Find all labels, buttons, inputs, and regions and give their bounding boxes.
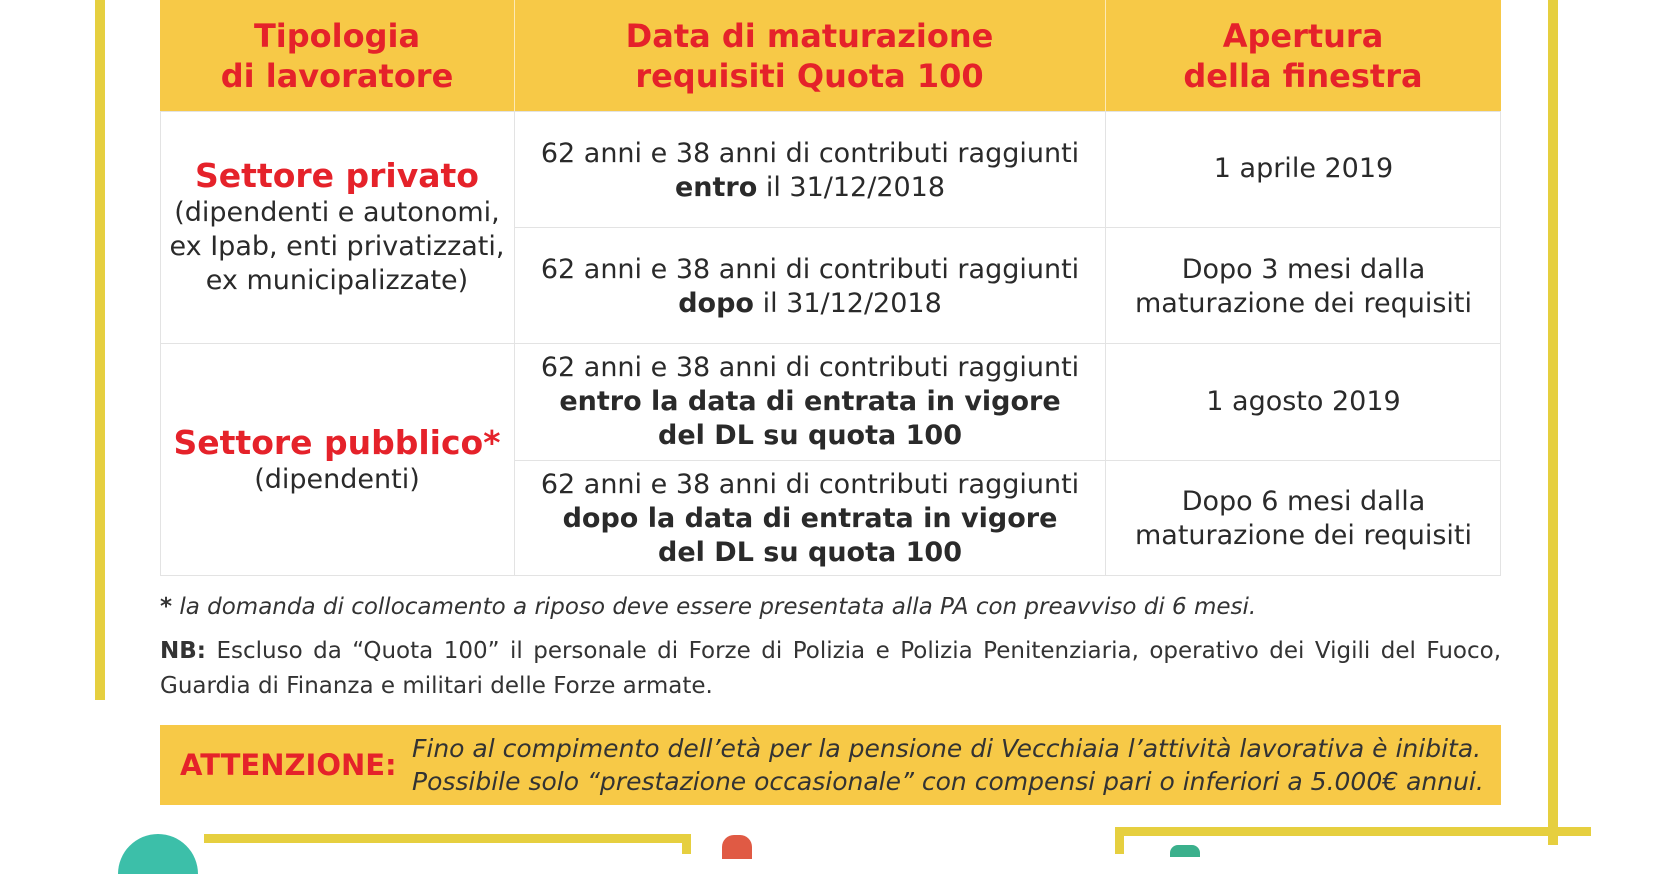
footnote	[160, 594, 1256, 620]
row3-window	[1106, 344, 1501, 460]
sector-private-sub: (dipendenti e autonomi,	[174, 197, 500, 228]
attention-box	[160, 725, 1501, 805]
row2-rest: il 31/12/2018	[753, 288, 942, 319]
nb-note	[160, 634, 1501, 704]
row3-window-text: 1 agosto 2019	[1206, 386, 1401, 417]
row4-requirement	[515, 461, 1105, 576]
sector-public-sub: (dipendenti)	[254, 463, 420, 495]
header-tipologia-line1: Tipologia	[253, 16, 421, 55]
row3-requirement	[515, 344, 1105, 460]
header-tipologia-line2: di lavoratore	[220, 56, 454, 95]
row2-bold: dopo	[678, 288, 754, 319]
row4-bold-line1: dopo la data di entrata in vigore	[562, 502, 1058, 534]
row4-window	[1106, 461, 1501, 576]
bottom-left-box-side	[682, 834, 691, 854]
row1-requirement	[515, 128, 1105, 214]
row1-window-text: 1 aprile 2019	[1213, 153, 1394, 184]
leaf-icon	[1170, 845, 1200, 857]
frame-left-border	[95, 0, 105, 700]
attention-text	[412, 732, 1484, 798]
header-divider	[1105, 0, 1106, 111]
header-divider	[514, 0, 515, 111]
header-data-maturazione	[514, 0, 1105, 111]
footnote-text: la domanda di collocamento a riposo deve essere presentata alla PA con preavviso di 6 mesi.	[179, 594, 1257, 620]
row2-window-line2: maturazione dei requisiti	[1134, 288, 1473, 319]
row3-bold-line1: entro la data di entrata in vigore	[559, 386, 1061, 417]
header-tipologia	[160, 0, 514, 111]
row2-window	[1106, 244, 1501, 330]
header-data-line1: Data di maturazione	[625, 16, 994, 55]
attention-line2: Possibile solo “prestazione occasionale” con compensi pari o inferiori a 5.000€ annui.	[412, 767, 1484, 796]
header-data-line2: requisiti Quota 100	[635, 56, 984, 95]
sector-private	[160, 111, 514, 343]
row2-window-line1: Dopo 3 mesi dalla	[1181, 254, 1426, 285]
header-apertura-line1: Apertura	[1222, 16, 1384, 55]
speech-bubble-icon	[118, 834, 198, 874]
sector-private-sub: ex municipalizzate)	[205, 265, 469, 296]
attention-label: ATTENZIONE:	[180, 748, 397, 782]
nb-label: NB:	[160, 638, 206, 664]
sector-private-sub: ex Ipab, enti privatizzati,	[169, 231, 505, 262]
bottom-left-box-border	[204, 834, 691, 843]
row3-bold-line2: del DL su quota 100	[658, 420, 962, 451]
bottom-right-box-border	[1115, 827, 1591, 836]
row1-rest: il 31/12/2018	[757, 172, 946, 203]
row1-line1: 62 anni e 38 anni di contributi raggiunti	[540, 138, 1080, 169]
frame-right-border	[1548, 0, 1558, 845]
row4-bold-line2: del DL su quota 100	[658, 536, 962, 568]
row4-line1: 62 anni e 38 anni di contributi raggiunti	[540, 468, 1080, 500]
footnote-star: *	[160, 594, 173, 620]
row2-line1: 62 anni e 38 anni di contributi raggiunti	[540, 254, 1080, 285]
row4-window-line2: maturazione dei requisiti	[1134, 519, 1473, 551]
sector-public	[160, 343, 514, 576]
header-apertura-line2: della finestra	[1183, 56, 1423, 95]
row1-bold: entro	[674, 172, 758, 203]
figure-head-icon	[722, 835, 752, 859]
row4-window-line1: Dopo 6 mesi dalla	[1181, 485, 1426, 517]
sector-public-title: Settore pubblico*	[173, 422, 501, 462]
attention-line1: Fino al compimento dell’età per la pensione di Vecchiaia l’attività lavorativa è inibita.	[412, 734, 1482, 763]
quota100-table	[160, 0, 1501, 576]
row1-window	[1106, 111, 1501, 227]
row3-line1: 62 anni e 38 anni di contributi raggiunti	[540, 352, 1080, 383]
sector-private-title: Settore privato	[195, 156, 479, 195]
bottom-right-box-side	[1115, 827, 1124, 854]
row2-requirement	[515, 244, 1105, 330]
header-apertura	[1105, 0, 1501, 111]
nb-text: Escluso da “Quota 100” il personale di Forze di Polizia e Polizia Penitenziaria, operativo dei Vigili del Fuoco, Guardia di Finanza e militari delle Forze armate.	[160, 638, 1501, 699]
row-divider	[514, 227, 1501, 228]
